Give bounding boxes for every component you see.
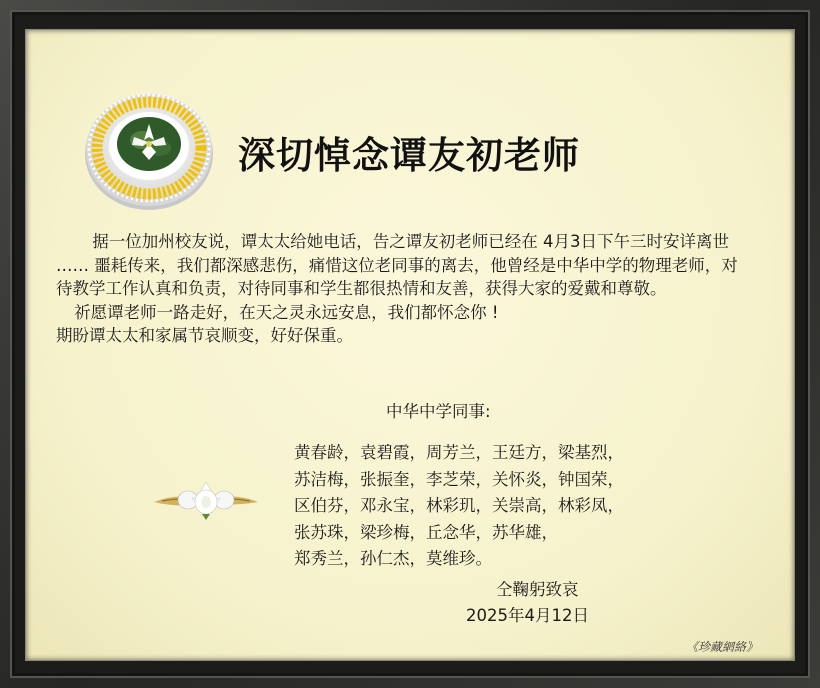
white-lily-icon (148, 476, 264, 522)
names-line: 苏洁梅，张振奎，李芝荣，关怀炎，钟国荣， (294, 469, 624, 489)
signoff: 仝鞠躬致哀 (496, 580, 579, 599)
names-list (294, 440, 734, 573)
funeral-wreath-icon (82, 82, 216, 216)
names-line: 区伯芬，邓永宝，林彩玑，关崇高，林彩凤， (294, 496, 624, 515)
paragraph-wish: 祈愿谭老师一路走好，在天之灵永远安息，我们都怀念你 ! (74, 302, 499, 322)
names-line: 黄春龄，袁碧霞，周芳兰，王廷方，梁基烈， (294, 443, 624, 462)
date: 2025年4月12日 (466, 606, 589, 625)
memorial-paper (26, 30, 794, 660)
watermark: 《珍藏網絡》 (686, 640, 759, 654)
paragraph-condolence: 期盼谭太太和家属节哀顺变，好好保重。 (56, 326, 353, 345)
page-title: 深切悼念谭友初老师 (238, 133, 580, 177)
names-line: 郑秀兰，孙仁杰，莫维珍。 (294, 549, 492, 568)
names-line: 张苏珠，梁珍梅，丘念华，苏华雄， (294, 522, 558, 542)
paragraph-main: 据一位加州校友说，谭太太给她电话，告之谭友初老师已经在 4月3日下午三时安详离世 …… 噩耗传来，我们都深感悲伤，痛惜这位老同事的离去，他曾经是中华中学的物理老师，对待教学工作认真和负责，对待同事和学生都很热情和友善，获得大家的爱戴和尊敬。 (56, 232, 738, 298)
colleagues-heading: 中华中学同事: (386, 402, 491, 421)
memorial-body (56, 230, 746, 348)
